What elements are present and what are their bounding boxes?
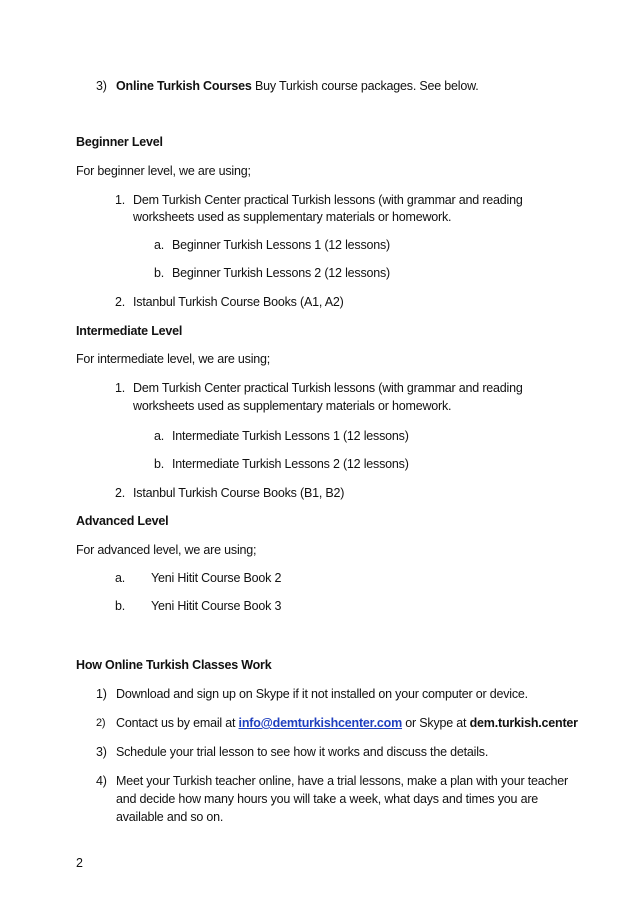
- beginner-item2-number: 2.: [115, 295, 126, 309]
- intro-number: 3): [96, 79, 107, 93]
- beginner-item1-line2: worksheets used as supplementary materials or homework.: [133, 210, 452, 224]
- intermediate-sub-b-letter: b.: [154, 457, 165, 471]
- how-step3: Schedule your trial lesson to see how it works and discuss the details.: [116, 745, 489, 759]
- advanced-item-b-letter: b.: [115, 599, 126, 613]
- how-step2: [116, 715, 578, 731]
- intro-line: [116, 78, 479, 94]
- beginner-item1-line1: Dem Turkish Center practical Turkish lessons (with grammar and reading: [133, 193, 523, 207]
- advanced-item-a-letter: a.: [115, 571, 126, 585]
- advanced-intro: For advanced level, we are using;: [76, 543, 257, 557]
- beginner-sub-b-letter: b.: [154, 266, 165, 280]
- how-step4-line2: and decide how many hours you will take a week, what days and times you are: [116, 792, 539, 806]
- skype-id: dem.turkish.center: [469, 716, 578, 730]
- intermediate-sub-a-letter: a.: [154, 429, 165, 443]
- beginner-item2: Istanbul Turkish Course Books (A1, A2): [133, 295, 344, 309]
- beginner-sub-a-letter: a.: [154, 238, 165, 252]
- how-step3-number: 3): [96, 745, 107, 759]
- intro-bold: Online Turkish Courses: [116, 79, 252, 93]
- advanced-heading: Advanced Level: [76, 514, 169, 528]
- intermediate-item1-line2: worksheets used as supplementary materials or homework.: [133, 399, 452, 413]
- advanced-item-b: Yeni Hitit Course Book 3: [151, 599, 282, 613]
- beginner-sub-b: Beginner Turkish Lessons 2 (12 lessons): [172, 266, 391, 280]
- how-step1-number: 1): [96, 687, 107, 701]
- intro-rest: Buy Turkish course packages. See below.: [251, 79, 479, 93]
- beginner-heading: Beginner Level: [76, 135, 163, 149]
- beginner-intro: For beginner level, we are using;: [76, 164, 251, 178]
- intermediate-item2: Istanbul Turkish Course Books (B1, B2): [133, 486, 345, 500]
- intermediate-item2-number: 2.: [115, 486, 126, 500]
- intermediate-item1-number: 1.: [115, 381, 126, 395]
- intermediate-sub-b: Intermediate Turkish Lessons 2 (12 lessons): [172, 457, 409, 471]
- how-step4-line3: available and so on.: [116, 810, 224, 824]
- beginner-item1-number: 1.: [115, 193, 126, 207]
- intermediate-heading: Intermediate Level: [76, 324, 183, 338]
- email-link[interactable]: info@demturkishcenter.com: [238, 716, 403, 730]
- how-step1: Download and sign up on Skype if it not installed on your computer or device.: [116, 687, 528, 701]
- how-heading: How Online Turkish Classes Work: [76, 658, 272, 672]
- how-step2-mid: or Skype at: [402, 716, 470, 730]
- advanced-item-a: Yeni Hitit Course Book 2: [151, 571, 282, 585]
- how-step2-number: 2): [96, 717, 106, 729]
- intermediate-intro: For intermediate level, we are using;: [76, 352, 271, 366]
- how-step4-line1: Meet your Turkish teacher online, have a trial lessons, make a plan with your teacher: [116, 774, 568, 788]
- intermediate-item1-line1: Dem Turkish Center practical Turkish lessons (with grammar and reading: [133, 381, 523, 395]
- how-step4-number: 4): [96, 774, 107, 788]
- how-step2-pre: Contact us by email at: [116, 716, 239, 730]
- intermediate-sub-a: Intermediate Turkish Lessons 1 (12 lessons): [172, 429, 409, 443]
- beginner-sub-a: Beginner Turkish Lessons 1 (12 lessons): [172, 238, 391, 252]
- page-number: 2: [76, 856, 83, 870]
